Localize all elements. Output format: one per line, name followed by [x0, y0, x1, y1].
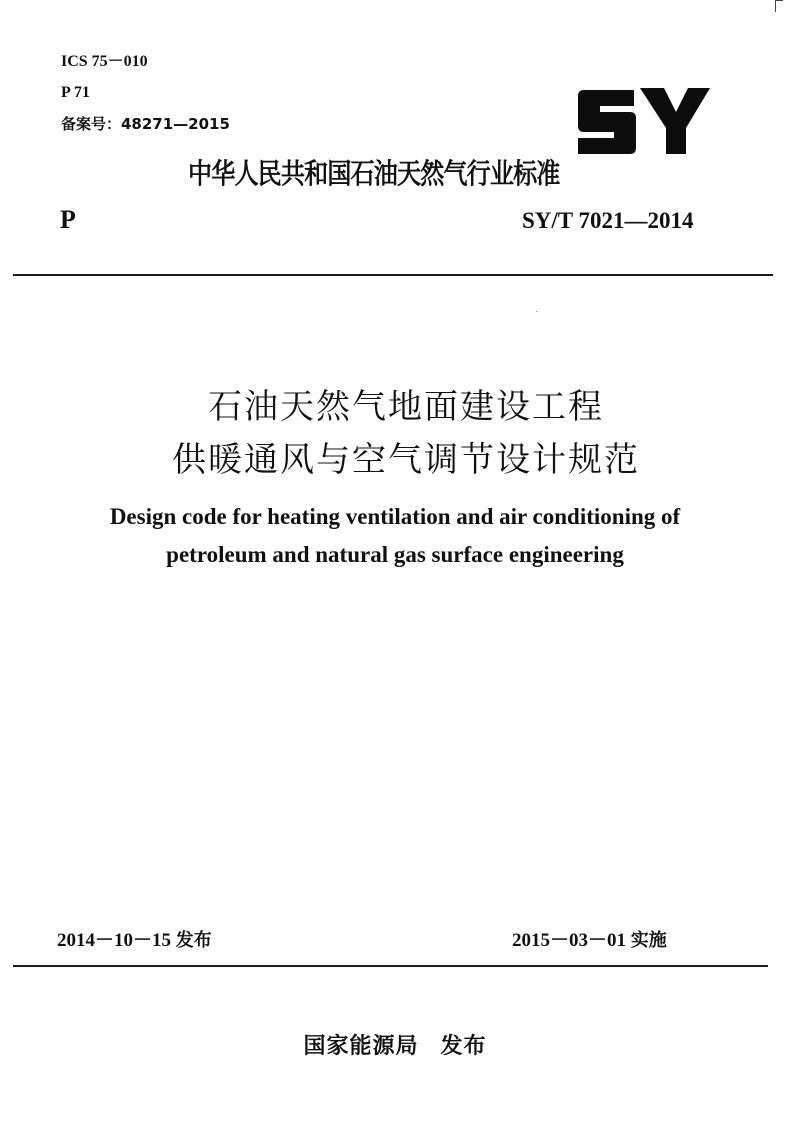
bottom-divider [13, 965, 768, 967]
implementation-date [512, 929, 667, 953]
issue-date-value: 2014－10－15 [57, 930, 172, 951]
sy-logo-icon [574, 84, 710, 156]
implementation-label: 实施 [630, 930, 667, 951]
title-en-line-2: petroleum and natural gas surface engineering [166, 542, 624, 567]
title-en-line-1: Design code for heating ventilation and air conditioning of [109, 504, 681, 529]
standard-number: SY/T 7021—2014 [522, 208, 694, 233]
title-cn-line-2: 供暖通风与空气调节设计规范 [172, 440, 640, 480]
top-divider [13, 274, 773, 276]
publisher [0, 1033, 790, 1061]
implementation-date-value: 2015－03－01 [512, 930, 627, 951]
title-cn-line-1: 石油天然气地面建设工程 [208, 387, 604, 427]
crop-corner-mark [775, 0, 783, 12]
publisher-name: 国家能源局 [303, 1034, 419, 1059]
issue-date [57, 929, 212, 953]
classification-letter: P [60, 205, 76, 234]
p-code: P 71 [61, 84, 90, 101]
industry-standard-header: 中华人民共和国石油天然气行业标准 [188, 157, 560, 190]
scan-dot [536, 311, 537, 312]
record-number: 备案号：48271—2015 [61, 115, 230, 133]
publisher-action: 发布 [440, 1034, 487, 1059]
ics-code: ICS 75－010 [61, 53, 148, 70]
issue-label: 发布 [175, 930, 212, 951]
